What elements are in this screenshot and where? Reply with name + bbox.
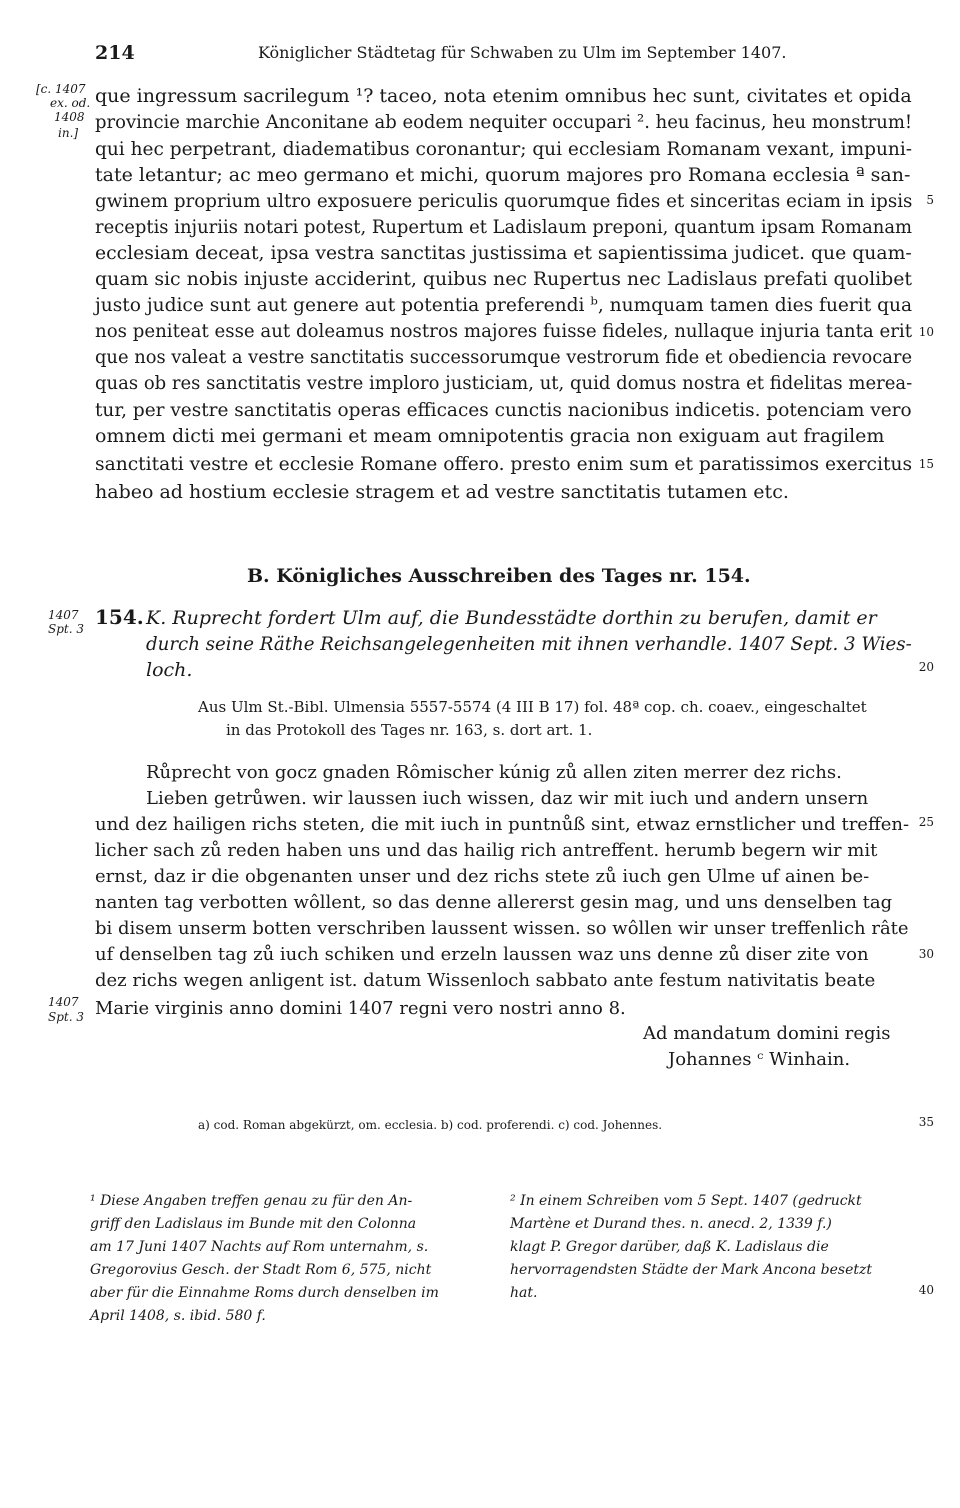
footnote-line: griff den Ladislaus im Bunde mit den Colonna xyxy=(90,1216,417,1232)
footnote-line: klagt P. Gregor darüber, daß K. Ladislaus die xyxy=(510,1239,829,1255)
body-line: quas ob res sanctitatis vestre imploro justiciam, ut, quid domus nostra et fidelitas merea- xyxy=(95,372,913,394)
line-number: 10 xyxy=(918,325,934,339)
body-line: tur, per vestre sanctitatis operas efficaces cunctis nacionibus indicetis. potenciam vero xyxy=(95,399,912,421)
footnote-line: hat. xyxy=(510,1285,538,1301)
doc-text-line: Růprecht von gocz gnaden Rômischer kúnig zů allen ziten merrer dez richs. xyxy=(146,762,842,783)
footnote-line: am 17 Juni 1407 Nachts auf Rom unternahm, s. xyxy=(90,1239,429,1255)
line-number: 15 xyxy=(918,457,934,471)
doc-text-line: uf denselben tag zů iuch schiken und erzeln laussen waz uns denne zů diser zite von xyxy=(95,944,869,965)
margin-date-line: in.] xyxy=(58,126,79,140)
line-number: 25 xyxy=(918,815,934,829)
regest-line: K. Ruprecht fordert Ulm auf, die Bundesstädte dorthin zu berufen, damit er xyxy=(146,607,877,629)
margin-date-line: Spt. 3 xyxy=(48,622,84,636)
footnote-line: Gregorovius Gesch. der Stadt Rom 6, 575, nicht xyxy=(90,1262,432,1278)
page-number: 214 xyxy=(95,42,135,64)
doc-text-line: dez richs wegen anligent ist. datum Wissenloch sabbato ante festum nativitatis beate xyxy=(95,970,876,991)
line-number: 20 xyxy=(918,660,934,674)
footnote-line: ¹ Diese Angaben treffen genau zu für den An- xyxy=(90,1193,413,1209)
section-heading: B. Königliches Ausschreiben des Tages nr. 154. xyxy=(247,565,751,587)
body-line: omnem dicti mei germani et meam omnipotentis gracia non exiguam aut fragilem xyxy=(95,425,885,447)
doc-text-line: bi disem unserm botten verschriben laussent wissen. so wôllen wir unser treffenlich râte xyxy=(95,918,909,939)
margin-date-line: 1407 xyxy=(48,995,79,1009)
body-line: sanctitati vestre et ecclesie Romane offero. presto enim sum et paratissimos exercitus xyxy=(95,453,913,475)
body-line: ecclesiam deceat, ipsa vestra sanctitas justissima et sapientissima judicet. que quam- xyxy=(95,242,912,264)
body-line: provincie marchie Anconitane ab eodem nequiter occupari ². heu facinus, heu monstrum! xyxy=(95,111,913,133)
margin-date-line: ex. od. xyxy=(50,96,91,110)
line-number: 40 xyxy=(918,1283,934,1297)
line-number: 5 xyxy=(926,193,934,207)
footnote-line: ² In einem Schreiben vom 5 Sept. 1407 (gedruckt xyxy=(510,1193,862,1209)
margin-date-line: 1407 xyxy=(48,608,79,622)
body-line: gwinem proprium ultro exposuere periculis quorumque fides et sinceritas eciam in ipsis xyxy=(95,190,913,212)
doc-text-line: Marie virginis anno domini 1407 regni vero nostri anno 8. xyxy=(95,998,626,1019)
source-line: Aus Ulm St.-Bibl. Ulmensia 5557-5574 (4 III B 17) fol. 48ª cop. ch. coaev., eingeschaltet xyxy=(198,698,867,716)
body-line: receptis injuriis notari potest, Rupertum et Ladislaum preponi, quantum ipsam Romanam xyxy=(95,216,913,238)
subscription-line: Johannes ᶜ Winhain. xyxy=(668,1049,851,1070)
body-line: que nos valeat a vestre sanctitatis successorumque vestrorum fide et obediencia revocare xyxy=(95,346,913,368)
footnote-line: aber für die Einnahme Roms durch denselben im xyxy=(90,1285,439,1301)
footnote-line: hervorragendsten Städte der Mark Ancona besetzt xyxy=(510,1262,872,1278)
doc-text-line: licher sach zů reden haben uns und das hailig rich antreffent. herumb begern wir mit xyxy=(95,840,878,861)
running-title: Königlicher Städtetag für Schwaben zu Ulm im September 1407. xyxy=(258,43,787,62)
body-line: quam sic nobis injuste acciderint, quibus nec Rupertus nec Ladislaus prefati quolibet xyxy=(95,268,912,290)
body-line: nos peniteat esse aut doleamus nostros majores fuisse fideles, nullaque injuria tanta erit xyxy=(95,320,913,342)
body-line: que ingressum sacrilegum ¹? taceo, nota etenim omnibus hec sunt, civitates et opida xyxy=(95,85,912,107)
body-line: justo judice sunt aut genere aut potentia preferendi ᵇ, numquam tamen dies fuerit qua xyxy=(95,294,913,316)
body-line: qui hec perpetrant, diadematibus coronantur; qui ecclesiam Romanam vexant, impuni- xyxy=(95,138,913,160)
document-number: 154. xyxy=(95,605,144,629)
footnote-line: Martène et Durand thes. n. anecd. 2, 1339 f.) xyxy=(510,1216,832,1232)
doc-text-line: ernst, daz ir die obgenanten unser und dez richs stete zů iuch gen Ulme uf ainen be- xyxy=(95,866,870,887)
line-number: 30 xyxy=(918,947,934,961)
regest-line: durch seine Räthe Reichsangelegenheiten mit ihnen verhandle. 1407 Sept. 3 Wies- xyxy=(146,633,912,655)
footnote-line: April 1408, s. ibid. 580 f. xyxy=(90,1308,266,1324)
doc-text-line: und dez hailigen richs steten, die mit iuch in puntnůß sint, etwaz ernstlicher und treffen- xyxy=(95,814,910,835)
margin-date-line: Spt. 3 xyxy=(48,1010,84,1024)
source-line: in das Protokoll des Tages nr. 163, s. dort art. 1. xyxy=(226,721,593,739)
regest-line: loch. xyxy=(146,659,193,681)
doc-text-line: Lieben getrůwen. wir laussen iuch wissen, daz wir mit iuch und andern unsern xyxy=(146,788,869,809)
margin-date-line: [c. 1407 xyxy=(36,82,86,96)
body-line: habeo ad hostium ecclesie stragem et ad vestre sanctitatis tutamen etc. xyxy=(95,481,789,503)
line-number: 35 xyxy=(918,1115,934,1129)
margin-date-line: 1408 xyxy=(54,110,85,124)
subscription-line: Ad mandatum domini regis xyxy=(643,1023,891,1044)
doc-text-line: nanten tag verbotten wôllent, so das denne allererst gesin mag, und uns denselben tag xyxy=(95,892,893,913)
critical-apparatus: a) cod. Roman abgekürzt, om. ecclesia. b) cod. proferendi. c) cod. Johennes. xyxy=(198,1118,663,1132)
body-line: tate letantur; ac meo germano et michi, quorum majores pro Romana ecclesia ª san- xyxy=(95,164,911,186)
